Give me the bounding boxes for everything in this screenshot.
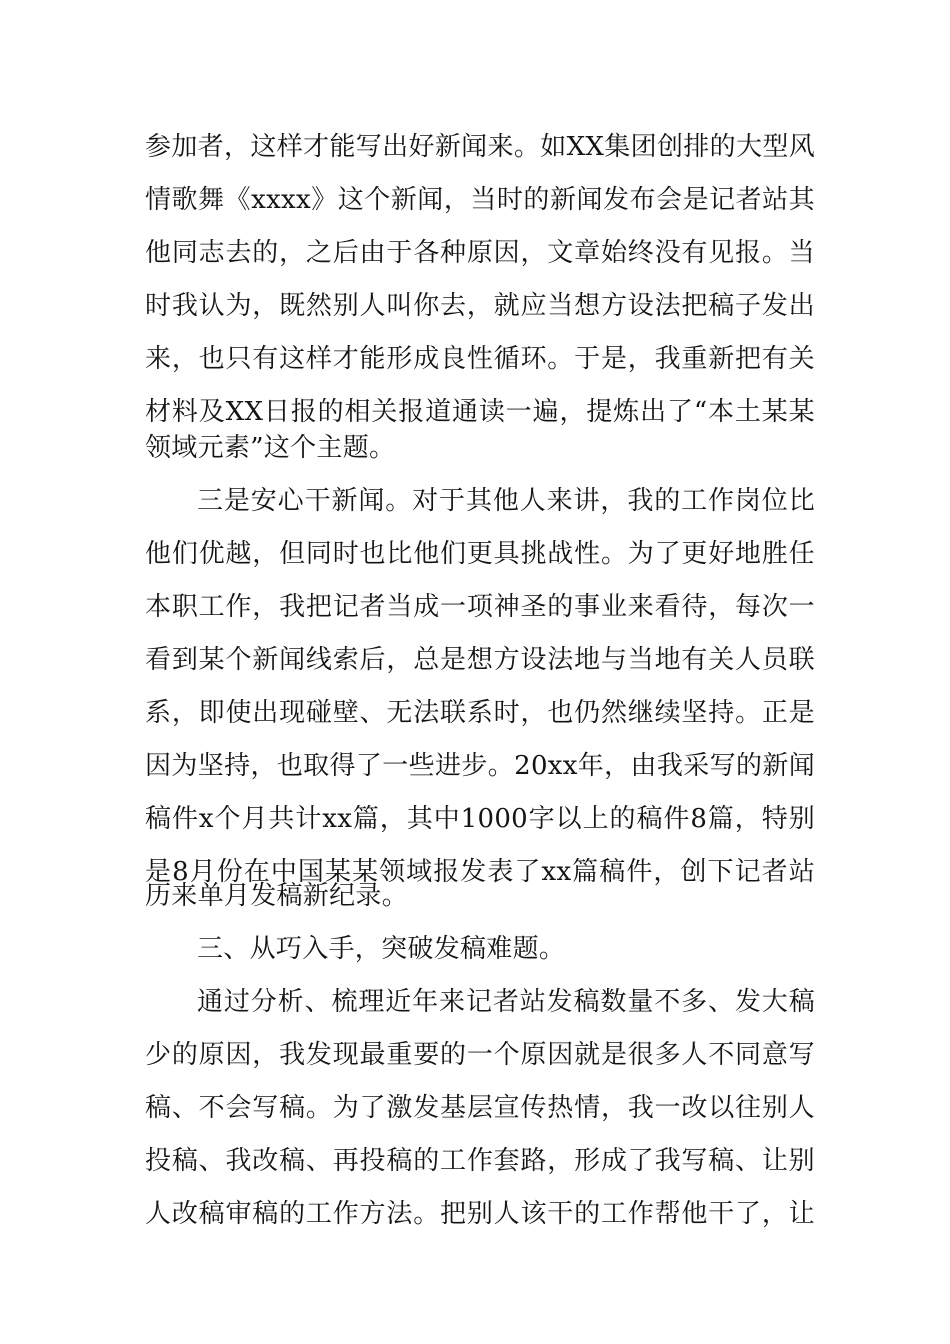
text-line: 他们优越，但同时也比他们更具挑战性。为了更好地胜任 xyxy=(145,539,815,569)
text-line: 他同志去的，之后由于各种原因，文章始终没有见报。当 xyxy=(145,238,815,268)
paragraph-first-line: 通过分析、梳理近年来记者站发稿数量不多、发大稿 xyxy=(197,987,815,1017)
text-line: 稿、不会写稿。为了激发基层宣传热情，我一改以往别人 xyxy=(145,1093,815,1123)
text-line: 投稿、我改稿、再投稿的工作套路，形成了我写稿、让别 xyxy=(145,1146,815,1176)
text-line: 领域元素”这个主题。 xyxy=(145,433,396,463)
text-line: 人改稿审稿的工作方法。把别人该干的工作帮他干了，让 xyxy=(145,1199,815,1229)
text-line: 少的原因，我发现最重要的一个原因就是很多人不同意写 xyxy=(145,1040,815,1070)
text-line: 看到某个新闻线索后，总是想方设法地与当地有关人员联 xyxy=(145,645,815,675)
text-line: 材料及XX日报的相关报道通读一遍，提炼出了“本土某某 xyxy=(145,397,815,427)
text-line: 系，即使出现碰壁、无法联系时，也仍然继续坚持。正是 xyxy=(145,698,815,728)
section-heading: 三、从巧入手，突破发稿难题。 xyxy=(197,934,566,964)
text-line: 因为坚持，也取得了一些进步。20xx年，由我采写的新闻 xyxy=(145,751,815,781)
text-line: 历来单月发稿新纪录。 xyxy=(145,881,409,911)
paragraph-first-line: 三是安心干新闻。对于其他人来讲，我的工作岗位比 xyxy=(197,486,815,516)
text-line: 时我认为，既然别人叫你去，就应当想方设法把稿子发出 xyxy=(145,291,815,321)
text-line: 稿件x个月共计xx篇，其中1000字以上的稿件8篇，特别 xyxy=(145,804,815,834)
text-line: 情歌舞《xxxx》这个新闻，当时的新闻发布会是记者站其 xyxy=(145,185,815,215)
text-line: 来，也只有这样才能形成良性循环。于是，我重新把有关 xyxy=(145,344,815,374)
text-line: 本职工作，我把记者当成一项神圣的事业来看待，每次一 xyxy=(145,592,815,622)
text-line: 参加者，这样才能写出好新闻来。如XX集团创排的大型风 xyxy=(145,132,815,162)
text-line: 是8月份在中国某某领域报发表了xx篇稿件，创下记者站 xyxy=(145,857,815,887)
